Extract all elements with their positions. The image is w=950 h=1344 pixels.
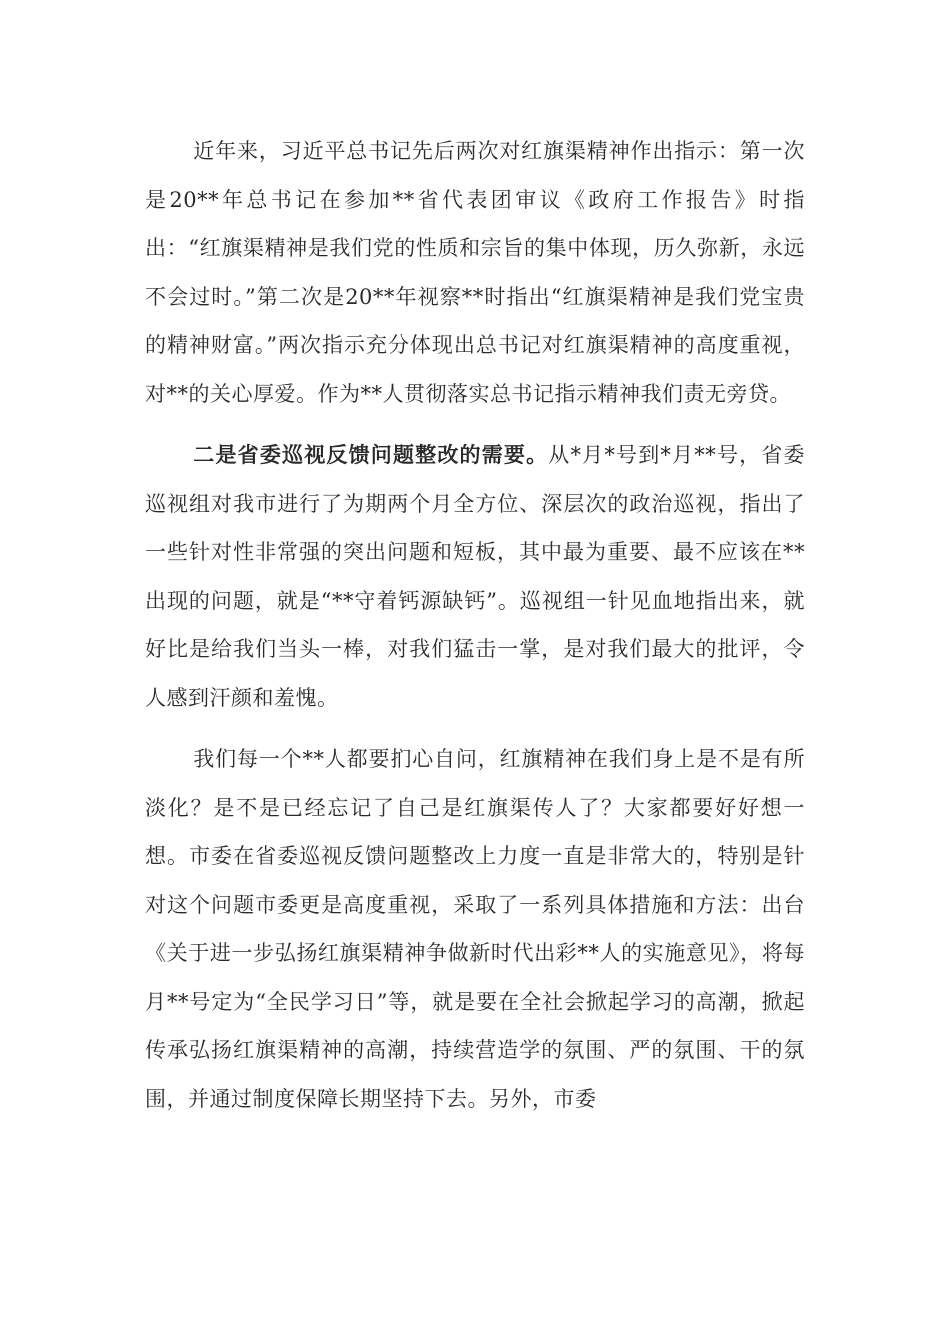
- paragraph-1-text: 近年来，习近平总书记先后两次对红旗渠精神作出指示：第一次是20**年总书记在参加**省代表团审议《政府工作报告》时指出：“红旗渠精神是我们党的性质和宗旨的集中体现，历久弥新，永远不会过时。”第二次是20**年视察**时指出“红旗渠精神是我们党宝贵的精神财富。”两次指示充分体现出总书记对红旗渠精神的高度重视，对**的关心厚爱。作为**人贯彻落实总书记指示精神我们责无旁贷。: [145, 139, 805, 406]
- paragraph-3: [145, 735, 805, 1123]
- paragraph-2-text: 从*月*号到*月**号，省委巡视组对我市进行了为期两个月全方位、深层次的政治巡视，指出了一些针对性非常强的突出问题和短板，其中最为重要、最不应该在**出现的问题，就是“**守着钙源缺钙”。巡视组一针见血地指出来，就好比是给我们当头一棒，对我们猛击一掌，是对我们最大的批评，令人感到汗颜和羞愧。: [145, 443, 806, 710]
- document-body: [145, 127, 805, 1136]
- paragraph-1: [145, 127, 805, 418]
- paragraph-3-text: 我们每一个**人都要扪心自问，红旗精神在我们身上是不是有所淡化？是不是已经忘记了自己是红旗渠传人了？大家都要好好想一想。市委在省委巡视反馈问题整改上力度一直是非常大的，特别是针对这个问题市委更是高度重视，采取了一系列具体措施和方法：出台《关于进一步弘扬红旗渠精神争做新时代出彩**人的实施意见》，将每月**号定为“全民学习日”等，就是要在全社会掀起学习的高潮，掀起传承弘扬红旗渠精神的高潮，持续营造学的氛围、严的氛围、干的氛围，并通过制度保障长期坚持下去。另外，市委: [145, 747, 805, 1111]
- paragraph-2: [145, 431, 805, 722]
- paragraph-2-lead: 二是省委巡视反馈问题整改的需要。: [193, 442, 549, 467]
